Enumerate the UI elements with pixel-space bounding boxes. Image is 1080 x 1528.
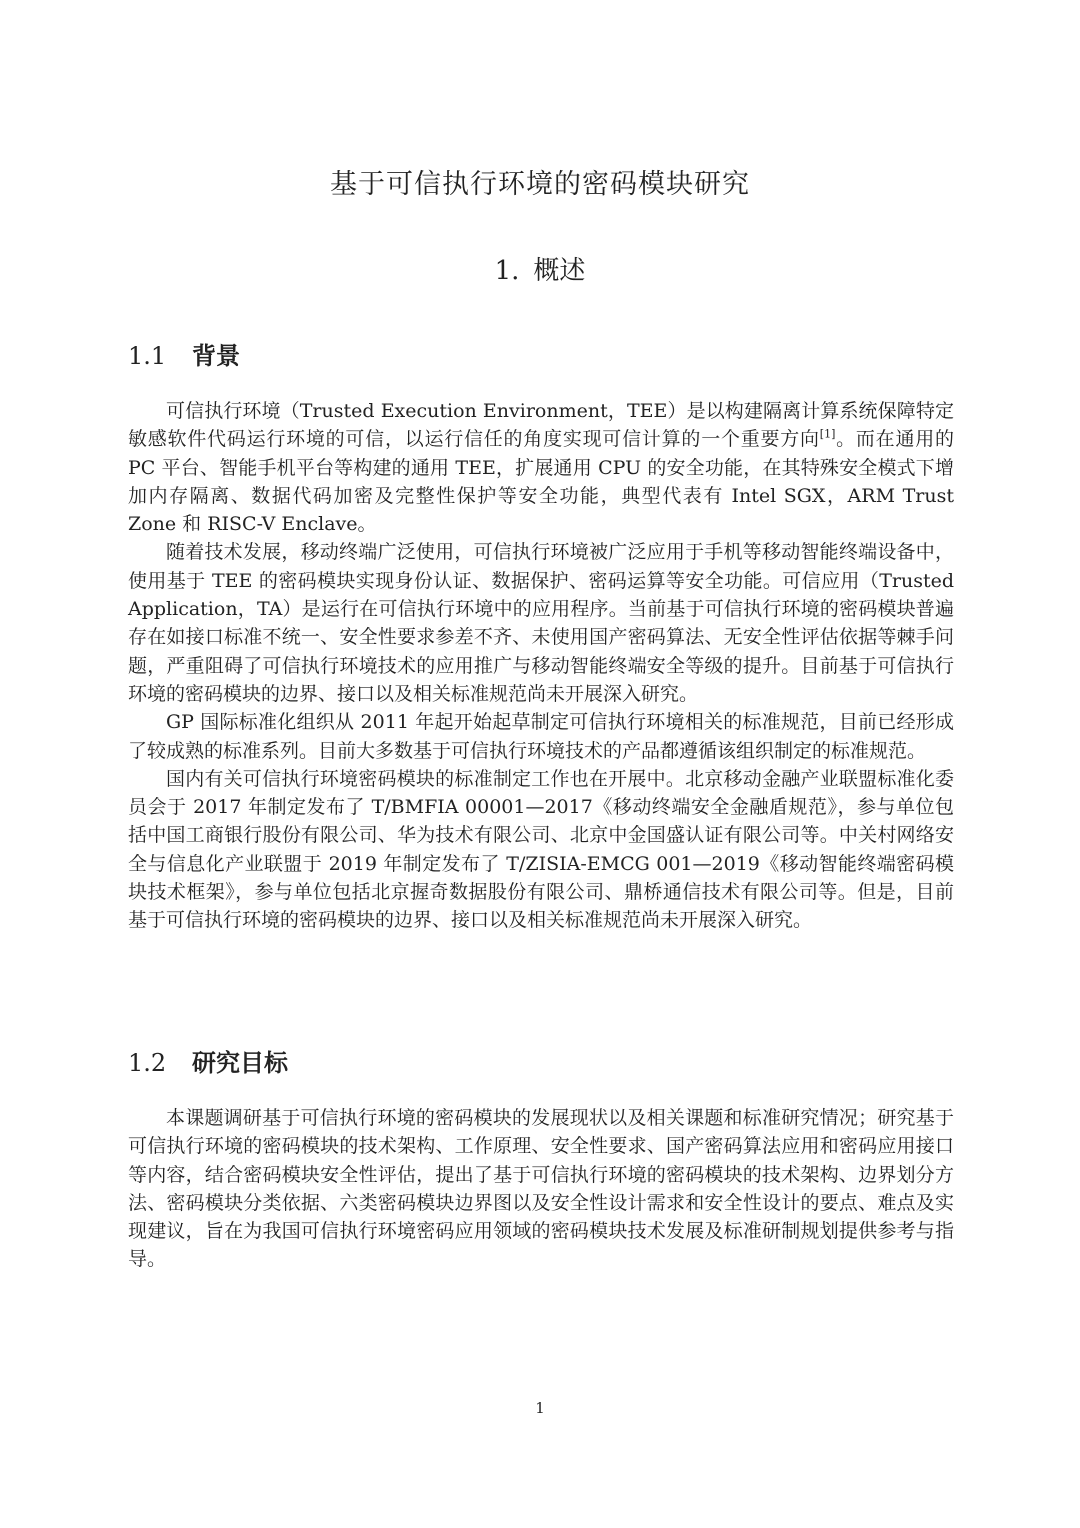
page-number: 1: [535, 1399, 545, 1417]
section-body-research-goals: [128, 1104, 954, 1274]
section-heading-background: [128, 338, 958, 374]
paragraph-text: 。而在通用的 PC 平台、智能手机平台等构建的通用 TEE，扩展通用 CPU 的安全功能，在其特殊安全模式下增加内存隔离、数据代码加密及完整性保护等安全功能，典型代表有 Intel SGX，ARM Trust Zone 和 RISC-V Enclave。: [128, 428, 954, 536]
section-number: 1.1: [128, 342, 167, 370]
chapter-number: 1.: [494, 256, 520, 286]
paragraph: 随着技术发展，移动终端广泛使用，可信执行环境被广泛应用于手机等移动智能终端设备中，使用基于 TEE 的密码模块实现身份认证、数据保护、密码运算等安全功能。可信应用（Trusted Application，TA）是运行在可信执行环境中的应用程序。当前基于可信执行环境的密码模块普遍存在如接口标准不统一、安全性要求参差不齐、未使用国产密码算法、无安全性评估依据等棘手问题，严重阻碍了可信执行环境技术的应用推广与移动智能终端安全等级的提升。目前基于可信执行环境的密码模块的边界、接口以及相关标准规范尚未开展深入研究。: [128, 541, 954, 705]
document-title: 基于可信执行环境的密码模块研究: [330, 169, 750, 200]
paragraph: GP 国际标准化组织从 2011 年起开始起草制定可信执行环境相关的标准规范，目前已经形成了较成熟的标准系列。目前大多数基于可信执行环境技术的产品都遵循该组织制定的标准规范。: [128, 711, 954, 762]
section-title: 研究目标: [192, 1048, 288, 1077]
paragraph: [128, 397, 954, 538]
section-title: 背景: [192, 341, 240, 370]
chapter-heading: [0, 252, 1080, 290]
chapter-title: 概述: [533, 256, 586, 286]
section-heading-research-goals: [128, 1045, 958, 1081]
paragraph: 国内有关可信执行环境密码模块的标准制定工作也在开展中。北京移动金融产业联盟标准化委员会于 2017 年制定发布了 T/BMFIA 00001—2017《移动终端安全金融盾规范》，参与单位包括中国工商银行股份有限公司、华为技术有限公司、北京中金国盛认证有限公司等。中关村网络安全与信息化产业联盟于 2019 年制定发布了 T/ZISIA-EMCG 001—2019《移动智能终端密码模块技术框架》，参与单位包括北京握奇数据股份有限公司、鼎桥通信技术有限公司等。但是，目前基于可信执行环境的密码模块的边界、接口以及相关标准规范尚未开展深入研究。: [128, 767, 954, 932]
section-number: 1.2: [128, 1049, 167, 1077]
section-body-background: [128, 397, 954, 935]
reference-marker[interactable]: [1]: [819, 427, 836, 441]
paragraph-text: 可信执行环境（Trusted Execution Environment，TEE）是以构建隔离计算系统保障特定敏感软件代码运行环境的可信，以运行信任的角度实现可信计算的一个重要方向: [128, 400, 954, 451]
paragraph: 本课题调研基于可信执行环境的密码模块的发展现状以及相关课题和标准研究情况；研究基于可信执行环境的密码模块的技术架构、工作原理、安全性要求、国产密码算法应用和密码应用接口等内容，结合密码模块安全性评估，提出了基于可信执行环境的密码模块的技术架构、边界划分方法、密码模块分类依据、六类密码模块边界图以及安全性设计需求和安全性设计的要点、难点及实现建议，旨在为我国可信执行环境密码应用领域的密码模块技术发展及标准研制规划提供参考与指导。: [128, 1107, 954, 1271]
